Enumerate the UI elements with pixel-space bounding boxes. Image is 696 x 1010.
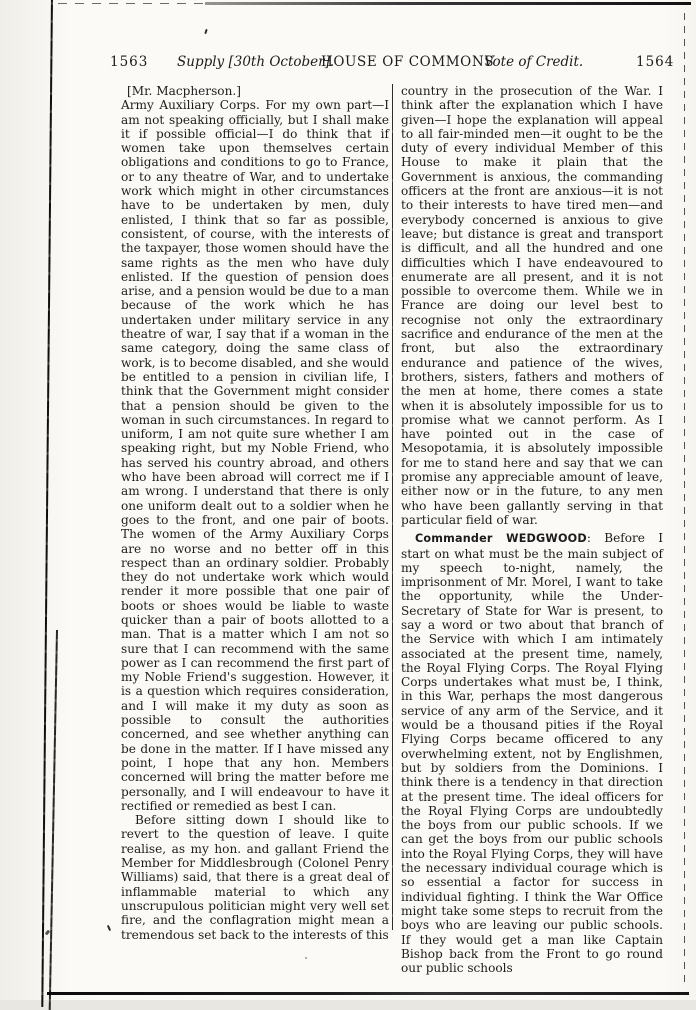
paragraph-continuation: country in the prosecution of the War. I think after the explanation which I have given—I hope the explanation will appeal to all fair-minded men—it ought to be the duty of every individual Member of this House to make it plain that the Government is anxious, the commanding officers at the front are anxious—it is not to their interests to have tired men—and everybody concerned is anxious to give leave; but distance is great and transport is difficult, and all the hundred and one difficulties which I have endeavoured to enumerate are all present, and it is not possible to overcome them. While we in France are doing our level best to recognise not only the extraordinary sacrifice and endurance of the men at the front, but also the extraordinary endurance and patience of the wives, brothers, sisters, fathers and mothers of the men at home, there comes a state when it is absolutely impossible for us to promise what we cannot perform. As I have pointed out in the case of Mesopotamia, it is absolutely impossible for me to stand here and say that we can promise any appreciable amount of leave, either now or in the future, to any men who have been gallantly serving in that particular field of war. xyxy=(401,84,663,527)
running-title-center: HOUSE OF COMMONS xyxy=(321,54,495,70)
running-title-right: Vote of Credit. xyxy=(484,54,584,70)
two-column-text xyxy=(121,84,663,975)
scan-speck xyxy=(107,925,111,931)
scan-speck xyxy=(204,29,207,34)
running-title-left: Supply [30th October]. xyxy=(177,54,335,70)
speaker-attribution: [Mr. Macpherson.] xyxy=(127,84,241,98)
page-edge-top-left xyxy=(58,3,208,4)
column-rule xyxy=(392,84,393,930)
running-header xyxy=(0,54,696,72)
paragraph: Army Auxiliary Corps. For my own part—I am not speaking officially, but I shall make it if possible official—I do think that if women take upon themselves certain obligations and conditions to go to France, or to any theatre of War, and to undertake work which might in other circumstances have to be undertaken by men, duly enlisted, I think that so far as possible, consistent, of course, with the interests of the taxpayer, those women should have the same rights as the men who have duly enlisted. If the question of pension does arise, and a pension would be due to a man because of the work which he has undertaken under military service in any theatre of war, I say that if a woman in the same category, doing the same class of work, is to become disabled, and she would be entitled to a pension in civilian life, I think that the Government might consider that a pension should be given to the woman in such circumstances. In regard to uniform, I am not quite sure whether I am speaking right, but my Noble Friend, who has served his country abroad, and others who have been abroad will correct me if I am wrong. I understand that there is only one uniform dealt out to a soldier when he goes to the front, and one pair of boots. The women of the Army Auxiliary Corps are no worse and no better off in this respect than an ordinary soldier. Probably they do not undertake work which would render it more possible that one pair of boots or shoes would be liable to waste quicker than a pair of boots allotted to a man. That is a matter which I am not so sure that I can recommend with the same power as I can recommend the first part of my Noble Friend's suggestion. However, it is a question which requires consideration, and I will make it my duty as soon as possible to consult the authorities concerned, and see whether anything can be done in the matter. If I have missed any point, I hope that any hon. Members concerned will bring the matter before me personally, and I will endeavour to have it rectified or remedied as best I can. xyxy=(121,98,389,813)
speech-text: : Before I start on what must be the main subject of my speech to-night, namely, the imprisonment of Mr. Morel, I want to take the opportunity, while the Under-Secretary of State for War is present, to say a word or two about that branch of the Service with which I am intimately associated at the present time, namely, the Royal Flying Corps. The Royal Flying Corps undertakes what must be, I think, in this War, perhaps the most dangerous service of any arm of the Service, and it would be a thousand pities if the Royal Flying Corps became officered to any overwhelming extent, not by Englishmen, but by soldiers from the Dominions. I think there is a tendency in that direction at the present time. The ideal officers for the Royal Flying Corps are undoubtedly the boys from our public schools. If we can get the boys from our public schools into the Royal Flying Corps, they will have the necessary individual courage which is so essential a factor for success in individual fighting. I think the War Office might take some steps to recruit from the boys who are leaving our public schools. If they would get a man like Captain Bishop back from the Front to go round our public schools xyxy=(401,531,663,976)
paragraph: Before sitting down I should like to revert to the question of leave. I quite realise, as my hon. and gallant Friend the Member for Middlesbrough (Colonel Penry Williams) said, that there is a great deal of inflammable material to which any unscrupulous politician might very well set fire, and the conflagration might mean a tremendous set back to the interests of this xyxy=(121,813,389,942)
page-edge-top-right xyxy=(205,2,691,5)
column-number-left: 1563 xyxy=(110,54,149,70)
speaker-name: Commander WEDGWOOD xyxy=(415,532,587,546)
speech-paragraph xyxy=(401,531,663,975)
binding-gutter-line-double xyxy=(49,630,58,1010)
page-edge-bottom xyxy=(47,992,689,995)
page-edge-right xyxy=(684,13,685,985)
left-column xyxy=(121,84,389,975)
column-number-right: 1564 xyxy=(636,54,675,70)
right-column xyxy=(401,84,663,975)
